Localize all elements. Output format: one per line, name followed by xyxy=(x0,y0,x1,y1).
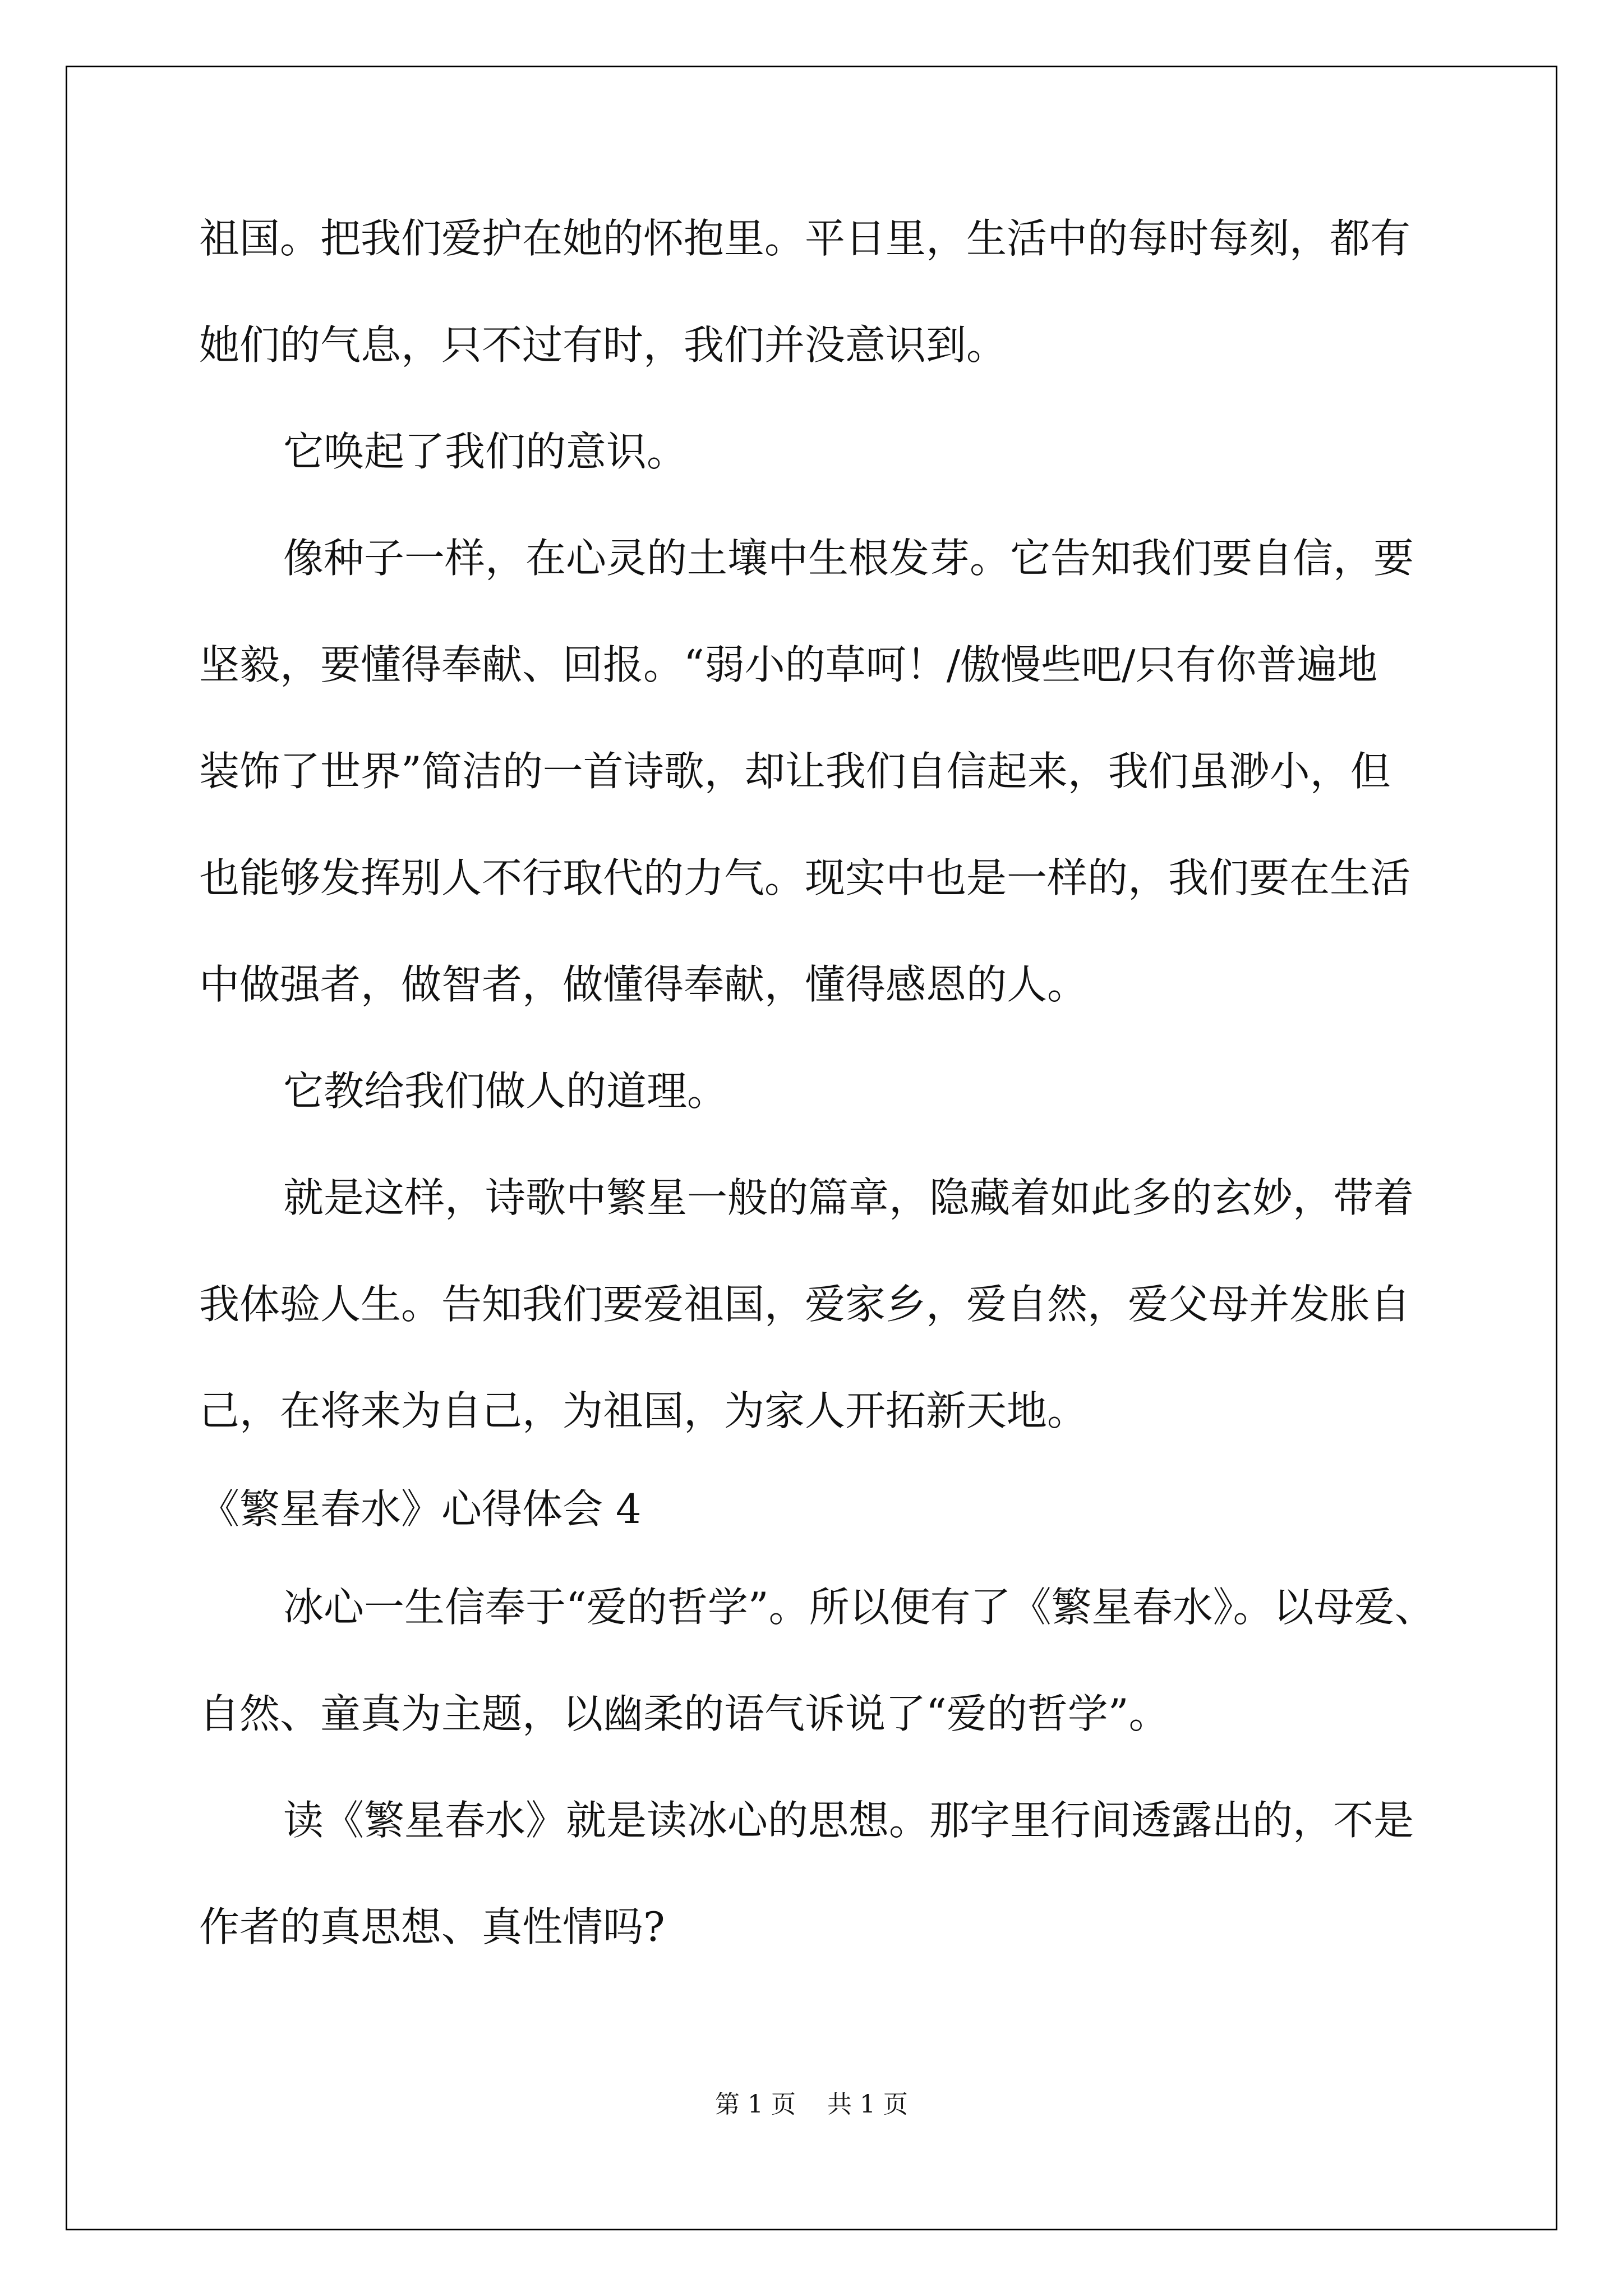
text-line: 也能够发挥别人不行取代的力气。现实中也是一样的，我们要在生活 xyxy=(199,854,1411,901)
text-line: 读《繁星春水》就是读冰心的思想。那字里行间透露出的，不是 xyxy=(283,1797,1414,1844)
text-line: 就是这样，诗歌中繁星一般的篇章，隐藏着如此多的玄妙，带着 xyxy=(283,1174,1414,1221)
text-line: 它唤起了我们的意识。 xyxy=(283,428,688,475)
text-line: 自然、童真为主题，以幽柔的语气诉说了“爱的哲学”。 xyxy=(199,1690,1169,1737)
text-line: 冰心一生信奉于“爱的哲学”。所以便有了《繁星春水》。以母爱、 xyxy=(283,1584,1435,1631)
page-footer xyxy=(0,2084,1623,2120)
text-line: 像种子一样，在心灵的土壤中生根发芽。它告知我们要自信，要 xyxy=(283,535,1414,582)
text-line: 作者的真思想、真性情吗? xyxy=(199,1903,665,1950)
page-total: 共 1 页 xyxy=(827,2090,908,2119)
text-line: 我体验人生。告知我们要爱祖国，爱家乡，爱自然，爱父母并发胀自 xyxy=(199,1281,1411,1328)
text-line: 装饰了世界”简洁的一首诗歌，却让我们自信起来，我们虽渺小，但 xyxy=(199,748,1391,795)
page-number: 第 1 页 xyxy=(715,2090,796,2119)
text-line: 它教给我们做人的道理。 xyxy=(283,1068,728,1115)
section-heading: 《繁星春水》心得体会 4 xyxy=(199,1485,642,1533)
text-line: 中做强者，做智者，做懂得奉献，懂得感恩的人。 xyxy=(199,961,1088,1008)
text-line: 己，在将来为自己，为祖国，为家人开拓新天地。 xyxy=(199,1387,1088,1434)
text-line: 祖国。把我们爱护在她的怀抱里。平日里，生活中的每时每刻，都有 xyxy=(199,215,1411,262)
text-line: 坚毅，要懂得奉献、回报。“弱小的草呵！/傲慢些吧/只有你普遍地 xyxy=(199,641,1378,688)
text-line: 她们的气息，只不过有时，我们并没意识到。 xyxy=(199,321,1007,369)
